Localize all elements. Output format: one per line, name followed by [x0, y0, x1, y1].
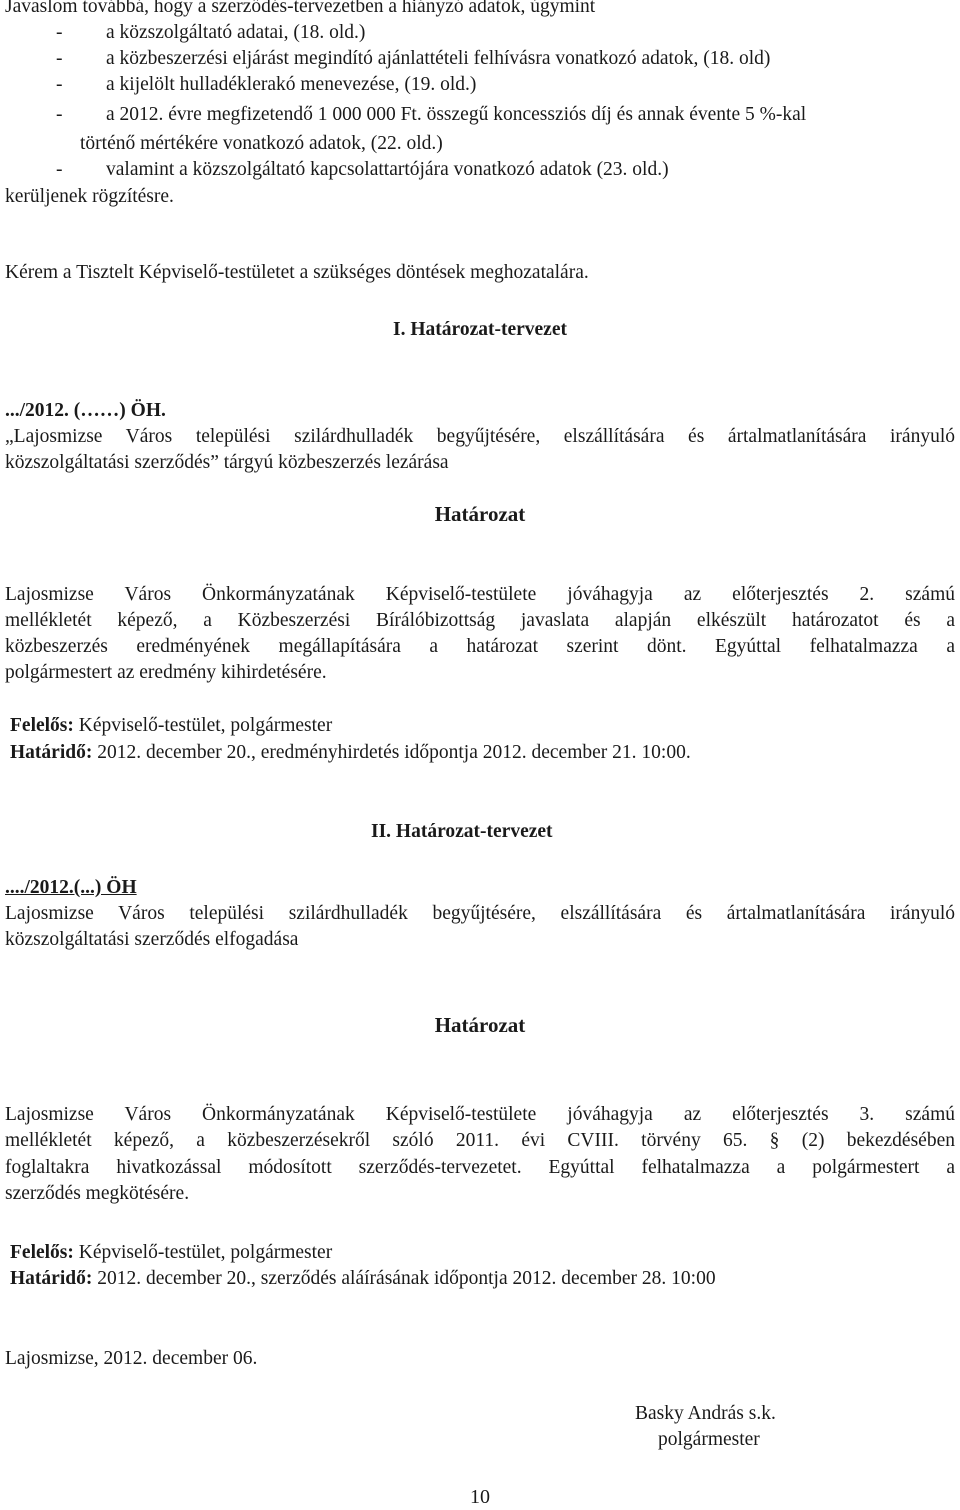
draft2-responsible: Felelős: Képviselő-testület, polgármester	[10, 1242, 333, 1263]
draft2-subject-line-2: közszolgáltatási szerződés elfogadása	[5, 929, 299, 950]
draft2-subject-line-1: Lajosmizse Város települési szilárdhulladék begyűjtésére, elszállítására és ártalmatlanítására irányuló	[5, 903, 955, 924]
draft2-body-line-3: foglaltakra hivatkozással módosított szerződés-tervezetet. Egyúttal felhatalmazza a polgármestert a	[5, 1157, 955, 1178]
draft1-responsible: Felelős: Képviselő-testület, polgármester	[10, 715, 333, 736]
draft1-title: Határozat	[434, 502, 526, 526]
place-and-date: Lajosmizse, 2012. december 06.	[5, 1348, 258, 1369]
intro-item-4: - a 2012. évre megfizetendő 1 000 000 Ft. összegű koncessziós díj és annak évente 5 %-kal	[56, 104, 807, 125]
intro-item-1: - a közszolgáltató adatai, (18. old.)	[56, 22, 366, 43]
draft1-subject-line-1: „Lajosmizse Város települési szilárdhulladék begyűjtésére, elszállítására és ártalmatlanítására irányuló	[5, 426, 955, 447]
draft2-number: ..../2012.(...) ÖH	[5, 877, 137, 898]
draft2-body-line-4: szerződés megkötésére.	[5, 1183, 190, 1204]
intro-item-4-continued: történő mértékére vonatkozó adatok, (22. old.)	[80, 133, 443, 154]
signature-role: polgármester	[658, 1429, 760, 1450]
draft1-number: .../2012. (……) ÖH.	[5, 400, 166, 421]
draft1-subject-line-2: közszolgáltatási szerződés” tárgyú közbeszerzés lezárása	[5, 452, 449, 473]
draft1-heading: I. Határozat-tervezet	[393, 319, 567, 340]
draft2-title: Határozat	[434, 1013, 526, 1037]
draft1-body-line-3: közbeszerzés eredményének megállapítására a határozat szerint dönt. Egyúttal felhatalmazza a	[5, 636, 955, 657]
draft2-body-line-1: Lajosmizse Város Önkormányzatának Képviselő-testülete jóváhagyja az előterjesztés 3. számú	[5, 1104, 955, 1125]
intro-tail: kerüljenek rögzítésre.	[5, 186, 174, 207]
draft2-heading: II. Határozat-tervezet	[371, 821, 553, 842]
intro-item-3: - a kijelölt hulladéklerakó menevezése, (19. old.)	[56, 74, 477, 95]
draft2-deadline: Határidő: 2012. december 20., szerződés aláírásának időpontja 2012. december 28. 10:00	[10, 1268, 716, 1289]
draft1-body-line-2: mellékletét képező, a Közbeszerzési Bírálóbizottság javaslata alapján elkészült határozatot és a	[5, 610, 955, 631]
draft2-body-line-2: mellékletét képező, a közbeszerzésekről szóló 2011. évi CVIII. törvény 65. § (2) bekezdésében	[5, 1130, 955, 1151]
intro-item-2: - a közbeszerzési eljárást megindító ajánlattételi felhívásra vonatkozó adatok, (18. old)	[56, 48, 771, 69]
intro-item-5: - valamint a közszolgáltató kapcsolattartójára vonatkozó adatok (23. old.)	[56, 159, 669, 180]
draft1-body-line-1: Lajosmizse Város Önkormányzatának Képviselő-testülete jóváhagyja az előterjesztés 2. számú	[5, 584, 955, 605]
draft1-deadline: Határidő: 2012. december 20., eredményhirdetés időpontja 2012. december 21. 10:00.	[10, 742, 691, 763]
page-number: 10	[470, 1486, 490, 1508]
intro-lead: Javaslom továbbá, hogy a szerződés-tervezetben a hiányzó adatok, úgymint	[5, 0, 596, 17]
signature-name: Basky András s.k.	[635, 1403, 776, 1424]
draft1-body-line-4: polgármestert az eredmény kihirdetésére.	[5, 662, 327, 683]
request-text: Kérem a Tisztelt Képviselő-testületet a szükséges döntések meghozatalára.	[5, 262, 589, 283]
